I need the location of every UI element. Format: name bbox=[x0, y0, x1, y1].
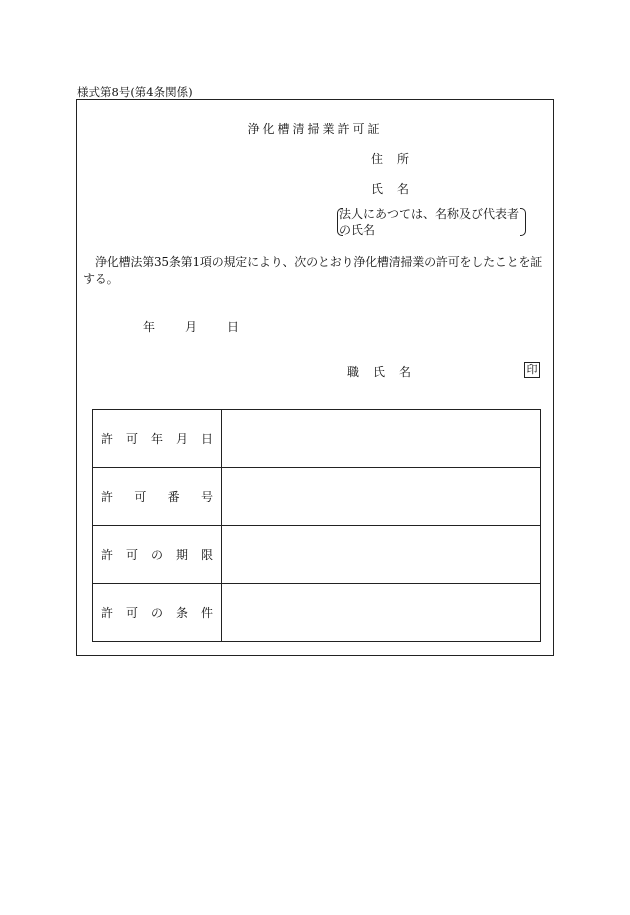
row-label: 許 可 年 月 日 bbox=[101, 432, 213, 446]
address-label bbox=[371, 150, 423, 167]
document-title: 浄化槽清掃業許可証 bbox=[247, 122, 383, 136]
table-row bbox=[93, 468, 541, 526]
table-row bbox=[93, 410, 541, 468]
table-row bbox=[93, 526, 541, 584]
row-value-cell[interactable] bbox=[222, 584, 541, 642]
issue-date-line bbox=[143, 318, 239, 335]
row-label: 許 可 番 号 bbox=[101, 490, 213, 504]
row-label-cell bbox=[93, 584, 222, 642]
row-label-cell bbox=[93, 468, 222, 526]
certification-statement: 浄化槽法第35条第1項の規定により、次のとおり浄化槽清掃業の許可をしたことを証する。 bbox=[83, 255, 543, 286]
row-value-cell[interactable] bbox=[222, 526, 541, 584]
permit-certificate-frame bbox=[76, 99, 554, 656]
name-label bbox=[371, 180, 423, 197]
day-label: 日 bbox=[227, 320, 240, 334]
row-value-cell[interactable] bbox=[222, 410, 541, 468]
permit-info-table bbox=[92, 409, 541, 642]
corporate-note: 法人にあつては、名称及び代表者の氏名 bbox=[339, 207, 520, 237]
table-row bbox=[93, 584, 541, 642]
address-label-text: 住所 bbox=[371, 152, 424, 166]
row-value-cell[interactable] bbox=[222, 468, 541, 526]
month-label: 月 bbox=[185, 320, 198, 334]
year-label: 年 bbox=[143, 320, 156, 334]
form-number: 様式第8号(第4条関係) bbox=[77, 85, 193, 99]
row-label-cell bbox=[93, 410, 222, 468]
row-label-cell bbox=[93, 526, 222, 584]
right-bracket bbox=[520, 208, 526, 236]
row-label: 許 可 の 期 限 bbox=[101, 548, 213, 562]
issuer-title-name-label: 職氏名 bbox=[347, 365, 426, 379]
name-label-text: 氏名 bbox=[371, 182, 424, 196]
issuer-title-name bbox=[347, 363, 425, 380]
row-label: 許 可 の 条 件 bbox=[101, 606, 213, 620]
seal-mark: 印 bbox=[524, 362, 540, 378]
